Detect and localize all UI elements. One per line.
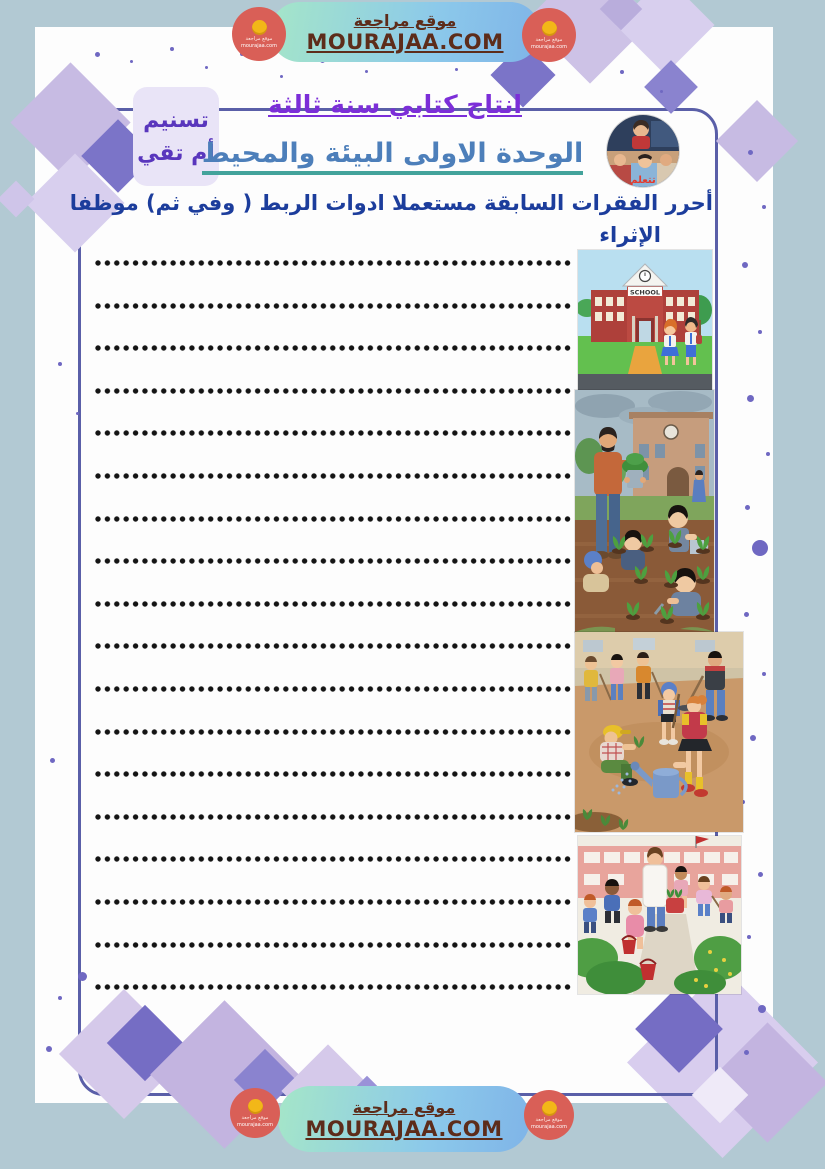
ink-splatter <box>365 70 368 73</box>
school-sign: SCHOOL <box>629 288 661 297</box>
school-cleanup-illustration <box>578 836 741 994</box>
ink-splatter <box>742 262 748 268</box>
badge-site-name: موقع مراجعة <box>245 35 273 42</box>
ink-splatter <box>750 735 756 741</box>
ink-splatter <box>748 150 753 155</box>
ink-splatter <box>758 1005 766 1013</box>
writing-line <box>95 601 571 607</box>
ink-splatter <box>660 90 663 93</box>
student-name: تسنيم <box>143 107 209 133</box>
writing-line <box>95 558 571 564</box>
ink-splatter <box>747 395 754 402</box>
ink-splatter <box>58 996 62 1000</box>
site-name-arabic: موقع مراجعة <box>353 10 457 30</box>
writing-line <box>95 303 571 309</box>
badge-site-url: mourajaa.com <box>530 1123 567 1130</box>
writing-line <box>95 984 571 990</box>
badge-site-url: mourajaa.com <box>530 43 567 50</box>
student-title: أم تقي <box>137 140 215 166</box>
site-url-link[interactable]: MOURAJAA.COM <box>306 29 504 54</box>
writing-line <box>95 856 571 862</box>
ink-splatter <box>758 872 763 877</box>
site-badge <box>522 8 576 62</box>
writing-line <box>95 260 571 266</box>
writing-line <box>95 516 571 522</box>
badge-logo-icon <box>248 1099 263 1114</box>
site-url-link[interactable]: MOURAJAA.COM <box>305 1116 503 1141</box>
header-site-banner <box>270 2 540 62</box>
badge-site-url: mourajaa.com <box>236 1121 273 1128</box>
instruction-text <box>69 188 713 251</box>
ink-splatter <box>758 330 762 334</box>
decorative-diamond <box>0 181 34 218</box>
ink-splatter <box>752 540 768 556</box>
ink-splatter <box>130 60 133 63</box>
channel-avatar <box>607 115 679 187</box>
children-gardening-illustration <box>575 632 743 832</box>
ink-splatter <box>744 1050 749 1055</box>
writing-line <box>95 771 571 777</box>
ink-splatter <box>744 612 749 617</box>
ink-splatter <box>76 412 79 415</box>
instruction-line-1: أحرر الفقرات السابقة مستعملا ادوات الربط ( وفي ثم) موظفا <box>69 191 713 215</box>
page-title: انتاج كتابي سنة ثالثة <box>268 90 522 119</box>
badge-logo-icon <box>542 1101 557 1116</box>
ink-splatter <box>620 70 624 74</box>
writing-line <box>95 899 571 905</box>
unit-title: الوحدة الاولى البيئة والمحيط <box>200 138 585 175</box>
badge-logo-icon <box>252 20 267 35</box>
ink-splatter <box>170 47 174 51</box>
ink-splatter <box>747 935 751 939</box>
ink-splatter <box>280 75 283 78</box>
badge-site-name: موقع مراجعة <box>535 36 563 43</box>
writing-line <box>95 473 571 479</box>
writing-line <box>95 388 571 394</box>
site-name-arabic: موقع مراجعة <box>352 1097 456 1117</box>
writing-lines <box>95 260 571 1027</box>
ink-splatter <box>762 205 766 209</box>
ink-splatter <box>46 1046 52 1052</box>
writing-line <box>95 430 571 436</box>
teacher-planting-illustration <box>575 390 714 632</box>
ink-splatter <box>205 66 208 69</box>
school-illustration <box>578 250 712 390</box>
writing-line <box>95 814 571 820</box>
ink-splatter <box>745 505 750 510</box>
site-badge <box>230 1088 280 1138</box>
site-badge <box>232 7 286 61</box>
ink-splatter <box>95 52 100 57</box>
badge-site-name: موقع مراجعة <box>535 1116 563 1123</box>
writing-line <box>95 345 571 351</box>
ink-splatter <box>455 68 458 71</box>
ink-splatter <box>58 362 62 366</box>
writing-line <box>95 942 571 948</box>
writing-line <box>95 686 571 692</box>
ink-splatter <box>762 672 766 676</box>
writing-line <box>95 643 571 649</box>
footer-site-banner <box>278 1086 530 1152</box>
badge-logo-icon <box>542 21 557 36</box>
avatar-text: تتعلم <box>630 175 656 186</box>
badge-site-name: موقع مراجعة <box>241 1114 269 1121</box>
instruction-line-2: الإثراء <box>599 222 661 247</box>
site-badge <box>524 1090 574 1140</box>
ink-splatter <box>78 972 87 981</box>
ink-splatter <box>766 452 770 456</box>
writing-line <box>95 729 571 735</box>
badge-site-url: mourajaa.com <box>240 42 277 49</box>
ink-splatter <box>50 758 55 763</box>
